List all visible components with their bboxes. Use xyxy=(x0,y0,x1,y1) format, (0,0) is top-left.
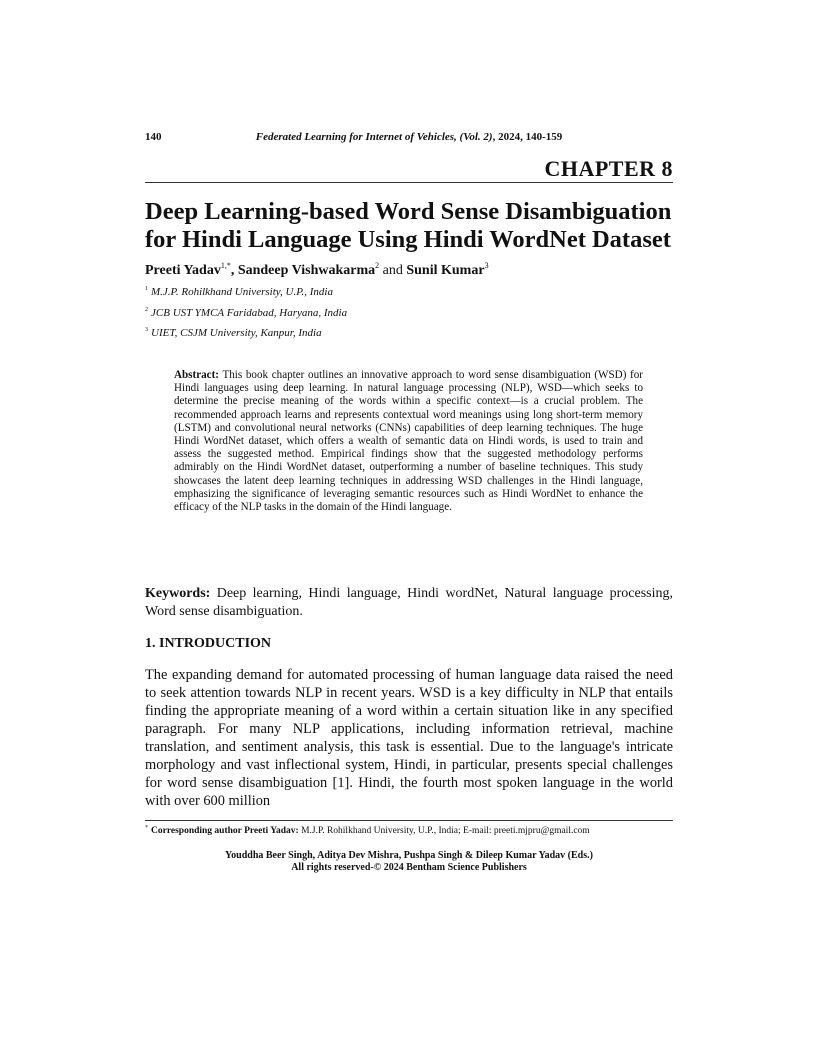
affiliation-mark: 2 xyxy=(145,307,148,313)
page-number: 140 xyxy=(145,131,162,143)
affiliation xyxy=(145,326,673,340)
keywords xyxy=(145,585,673,621)
journal-citation xyxy=(145,131,673,143)
chapter-divider xyxy=(145,182,673,183)
chapter-title xyxy=(145,198,685,254)
chapter-label: CHAPTER 8 xyxy=(544,156,673,181)
author-name: Sandeep Vishwakarma xyxy=(237,263,376,278)
footnote-label: Corresponding author Preeti Yadav: xyxy=(151,826,299,836)
abstract-text: This book chapter outlines an innovative approach to word sense disambiguation (WSD) for Hindi languages using deep learning. In natural language processing (NLP), WSD—which seeks to determine the precise meaning of the words within a specific context—is a crucial problem. The recommended approach learns and represents contextual word meanings using long short-term memory (LSTM) and convolutional neural networks (CNNs) capabilities of deep learning techniques. The huge Hindi WordNet dataset, which offers a wealth of semantic data on Hindi words, is used to train and assess the suggested method. Empirical findings show that the suggested methodology performs admirably on the Hindi WordNet dataset, outperforming a number of baseline techniques. This study showcases the latent deep learning techniques in addressing WSD challenges in the Hindi language, emphasizing the significance of leveraging semantic resources such as Hindi WordNet to enhance the efficacy of the NLP tasks in the domain of the Hindi language. xyxy=(174,369,643,514)
author-name: Sunil Kumar xyxy=(406,263,485,278)
journal-title: Federated Learning for Internet of Vehicles, (Vol. 2) xyxy=(255,131,493,143)
footnote-divider xyxy=(145,820,673,821)
footnote-text: M.J.P. Rohilkhand University, U.P., India; E-mail: preeti.mjpru@gmail.com xyxy=(301,826,590,836)
section-heading: 1. INTRODUCTION xyxy=(145,636,272,651)
affiliation-mark: 3 xyxy=(145,327,148,333)
abstract xyxy=(174,369,643,514)
corresponding-author-footnote xyxy=(145,825,685,837)
rights-line: All rights reserved-© 2024 Bentham Science Publishers xyxy=(291,862,527,873)
affiliation xyxy=(145,285,673,299)
affiliation-text: M.J.P. Rohilkhand University, U.P., India xyxy=(151,286,333,298)
author-affiliation-mark: 3 xyxy=(484,261,489,270)
title-line-1: Deep Learning-based Word Sense Disambiguation xyxy=(145,198,672,225)
journal-year-pages: , 2024, 140-159 xyxy=(492,131,563,143)
abstract-label: Abstract: xyxy=(174,369,219,381)
introduction-paragraph: The expanding demand for automated processing of human language data raised the need to seek attention towards NLP in recent years. WSD is a key difficulty in NLP that entails finding the appropriate meaning of a word within a certain situation like in any specified paragraph. For many NLP applications, including information retrieval, machine translation, and sentiment analysis, this task is essential. Due to the language's intricate morphology and vast inflectional system, Hindi, in particular, presents special challenges for word sense disambiguation [1]. Hindi, the fourth most spoken language in the world with over 600 million xyxy=(145,667,673,809)
affiliation-text: JCB UST YMCA Faridabad, Haryana, India xyxy=(151,307,348,319)
title-line-2: for Hindi Language Using Hindi WordNet Dataset xyxy=(145,226,671,253)
keywords-text: Deep learning, Hindi language, Hindi wordNet, Natural language processing, Word sense disambiguation. xyxy=(145,586,674,619)
affiliation-text: UIET, CSJM University, Kanpur, India xyxy=(151,327,322,339)
author-affiliation-mark: 1,* xyxy=(220,261,231,270)
footnote-mark: * xyxy=(145,825,148,831)
author-separator: and xyxy=(379,263,407,278)
affiliation xyxy=(145,306,673,320)
running-head xyxy=(145,131,673,147)
author-list xyxy=(145,262,673,280)
author-separator: , xyxy=(230,263,238,278)
publisher-credits xyxy=(145,850,673,874)
author-name: Preeti Yadav xyxy=(145,263,221,278)
keywords-label: Keywords: xyxy=(145,586,211,601)
affiliation-mark: 1 xyxy=(145,286,148,292)
author-affiliation-mark: 2 xyxy=(375,261,380,270)
editors-line: Youddha Beer Singh, Aditya Dev Mishra, Pushpa Singh & Dileep Kumar Yadav (Eds.) xyxy=(225,850,593,861)
